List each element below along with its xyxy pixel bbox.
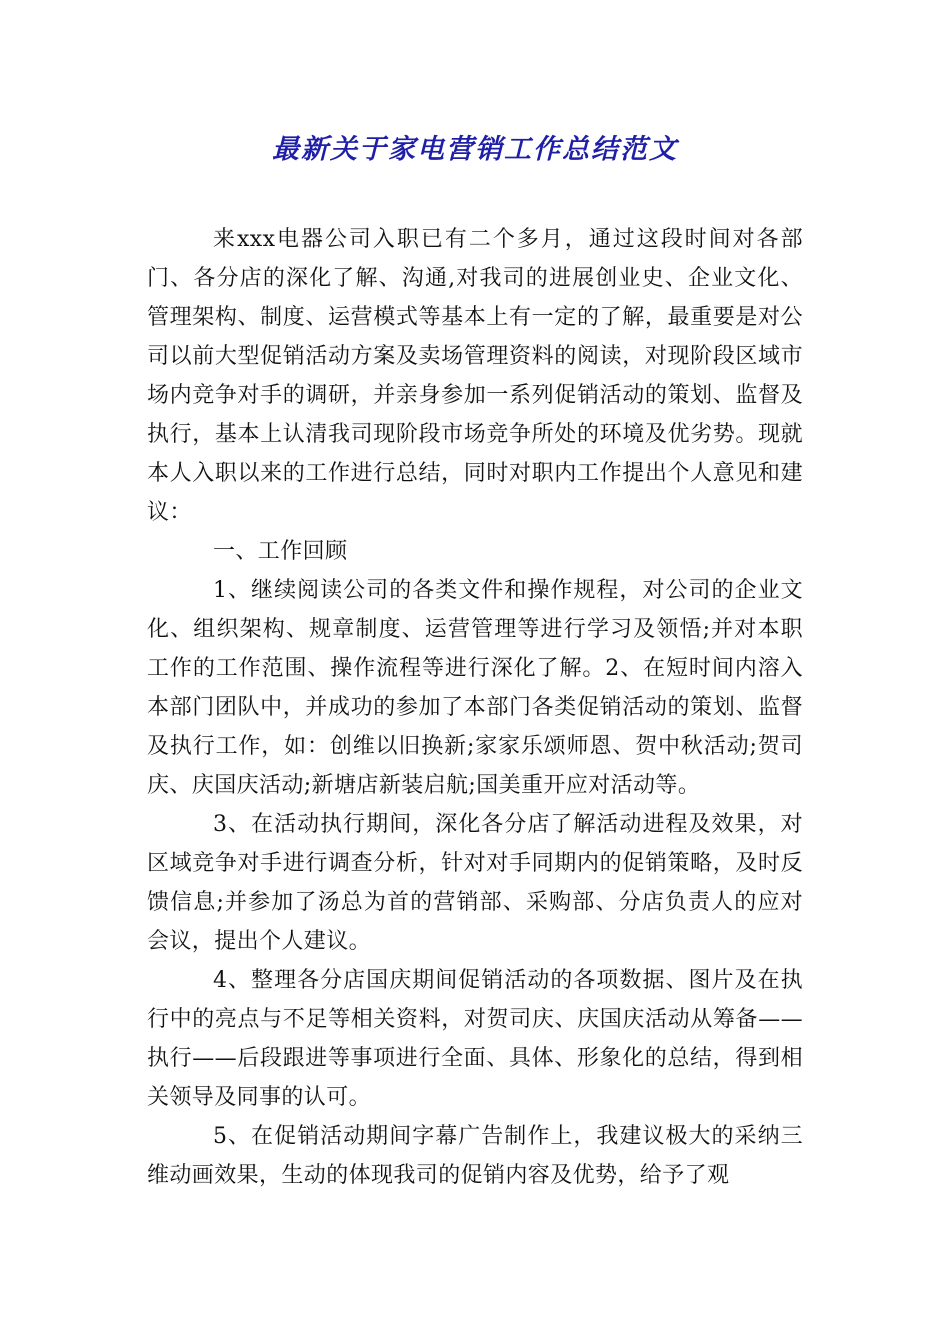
paragraph-intro: 来xxx电器公司入职已有二个多月，通过这段时间对各部门、各分店的深化了解、沟通,对我司的进展创业史、企业文化、管理架构、制度、运营模式等基本上有一定的了解，最重要是对公司以前大型促销活动方案及卖场管理资料的阅读，对现阶段区域市场内竞争对手的调研，并亲身参加一系列促销活动的策划、监督及执行，基本上认清我司现阶段市场竞争所处的环境及优劣势。现就本人入职以来的工作进行总结，同时对职内工作提出个人意见和建议：: [147, 227, 803, 525]
paragraph-item-5: 5、在促销活动期间字幕广告制作上，我建议极大的采纳三维动画效果，生动的体现我司的促销内容及优势，给予了观: [147, 1124, 803, 1188]
paragraph-item-4: 4、整理各分店国庆期间促销活动的各项数据、图片及在执行中的亮点与不足等相关资料，对贺司庆、庆国庆活动从筹备——执行——后段跟进等事项进行全面、具体、形象化的总结，得到相关领导及同事的认可。: [147, 968, 803, 1110]
paragraph-item-1-2: 1、继续阅读公司的各类文件和操作规程，对公司的企业文化、组织架构、规章制度、运营管理等进行学习及领悟;并对本职工作的工作范围、操作流程等进行深化了解。2、在短时间内溶入本部门团队中，并成功的参加了本部门各类促销活动的策划、监督及执行工作，如：创维以旧换新;家家乐颂师恩、贺中秋活动;贺司庆、庆国庆活动;新塘店新装启航;国美重开应对活动等。: [147, 578, 803, 798]
document-body: [147, 220, 803, 1195]
section-heading-review: 一、工作回顾: [213, 539, 348, 564]
paragraph-item-3: 3、在活动执行期间，深化各分店了解活动进程及效果，对区域竞争对手进行调查分析，针对对手同期内的促销策略，及时反馈信息;并参加了汤总为首的营销部、采购部、分店负责人的应对会议，提出个人建议。: [147, 812, 803, 954]
document-title: 最新关于家电营销工作总结范文: [272, 134, 678, 165]
